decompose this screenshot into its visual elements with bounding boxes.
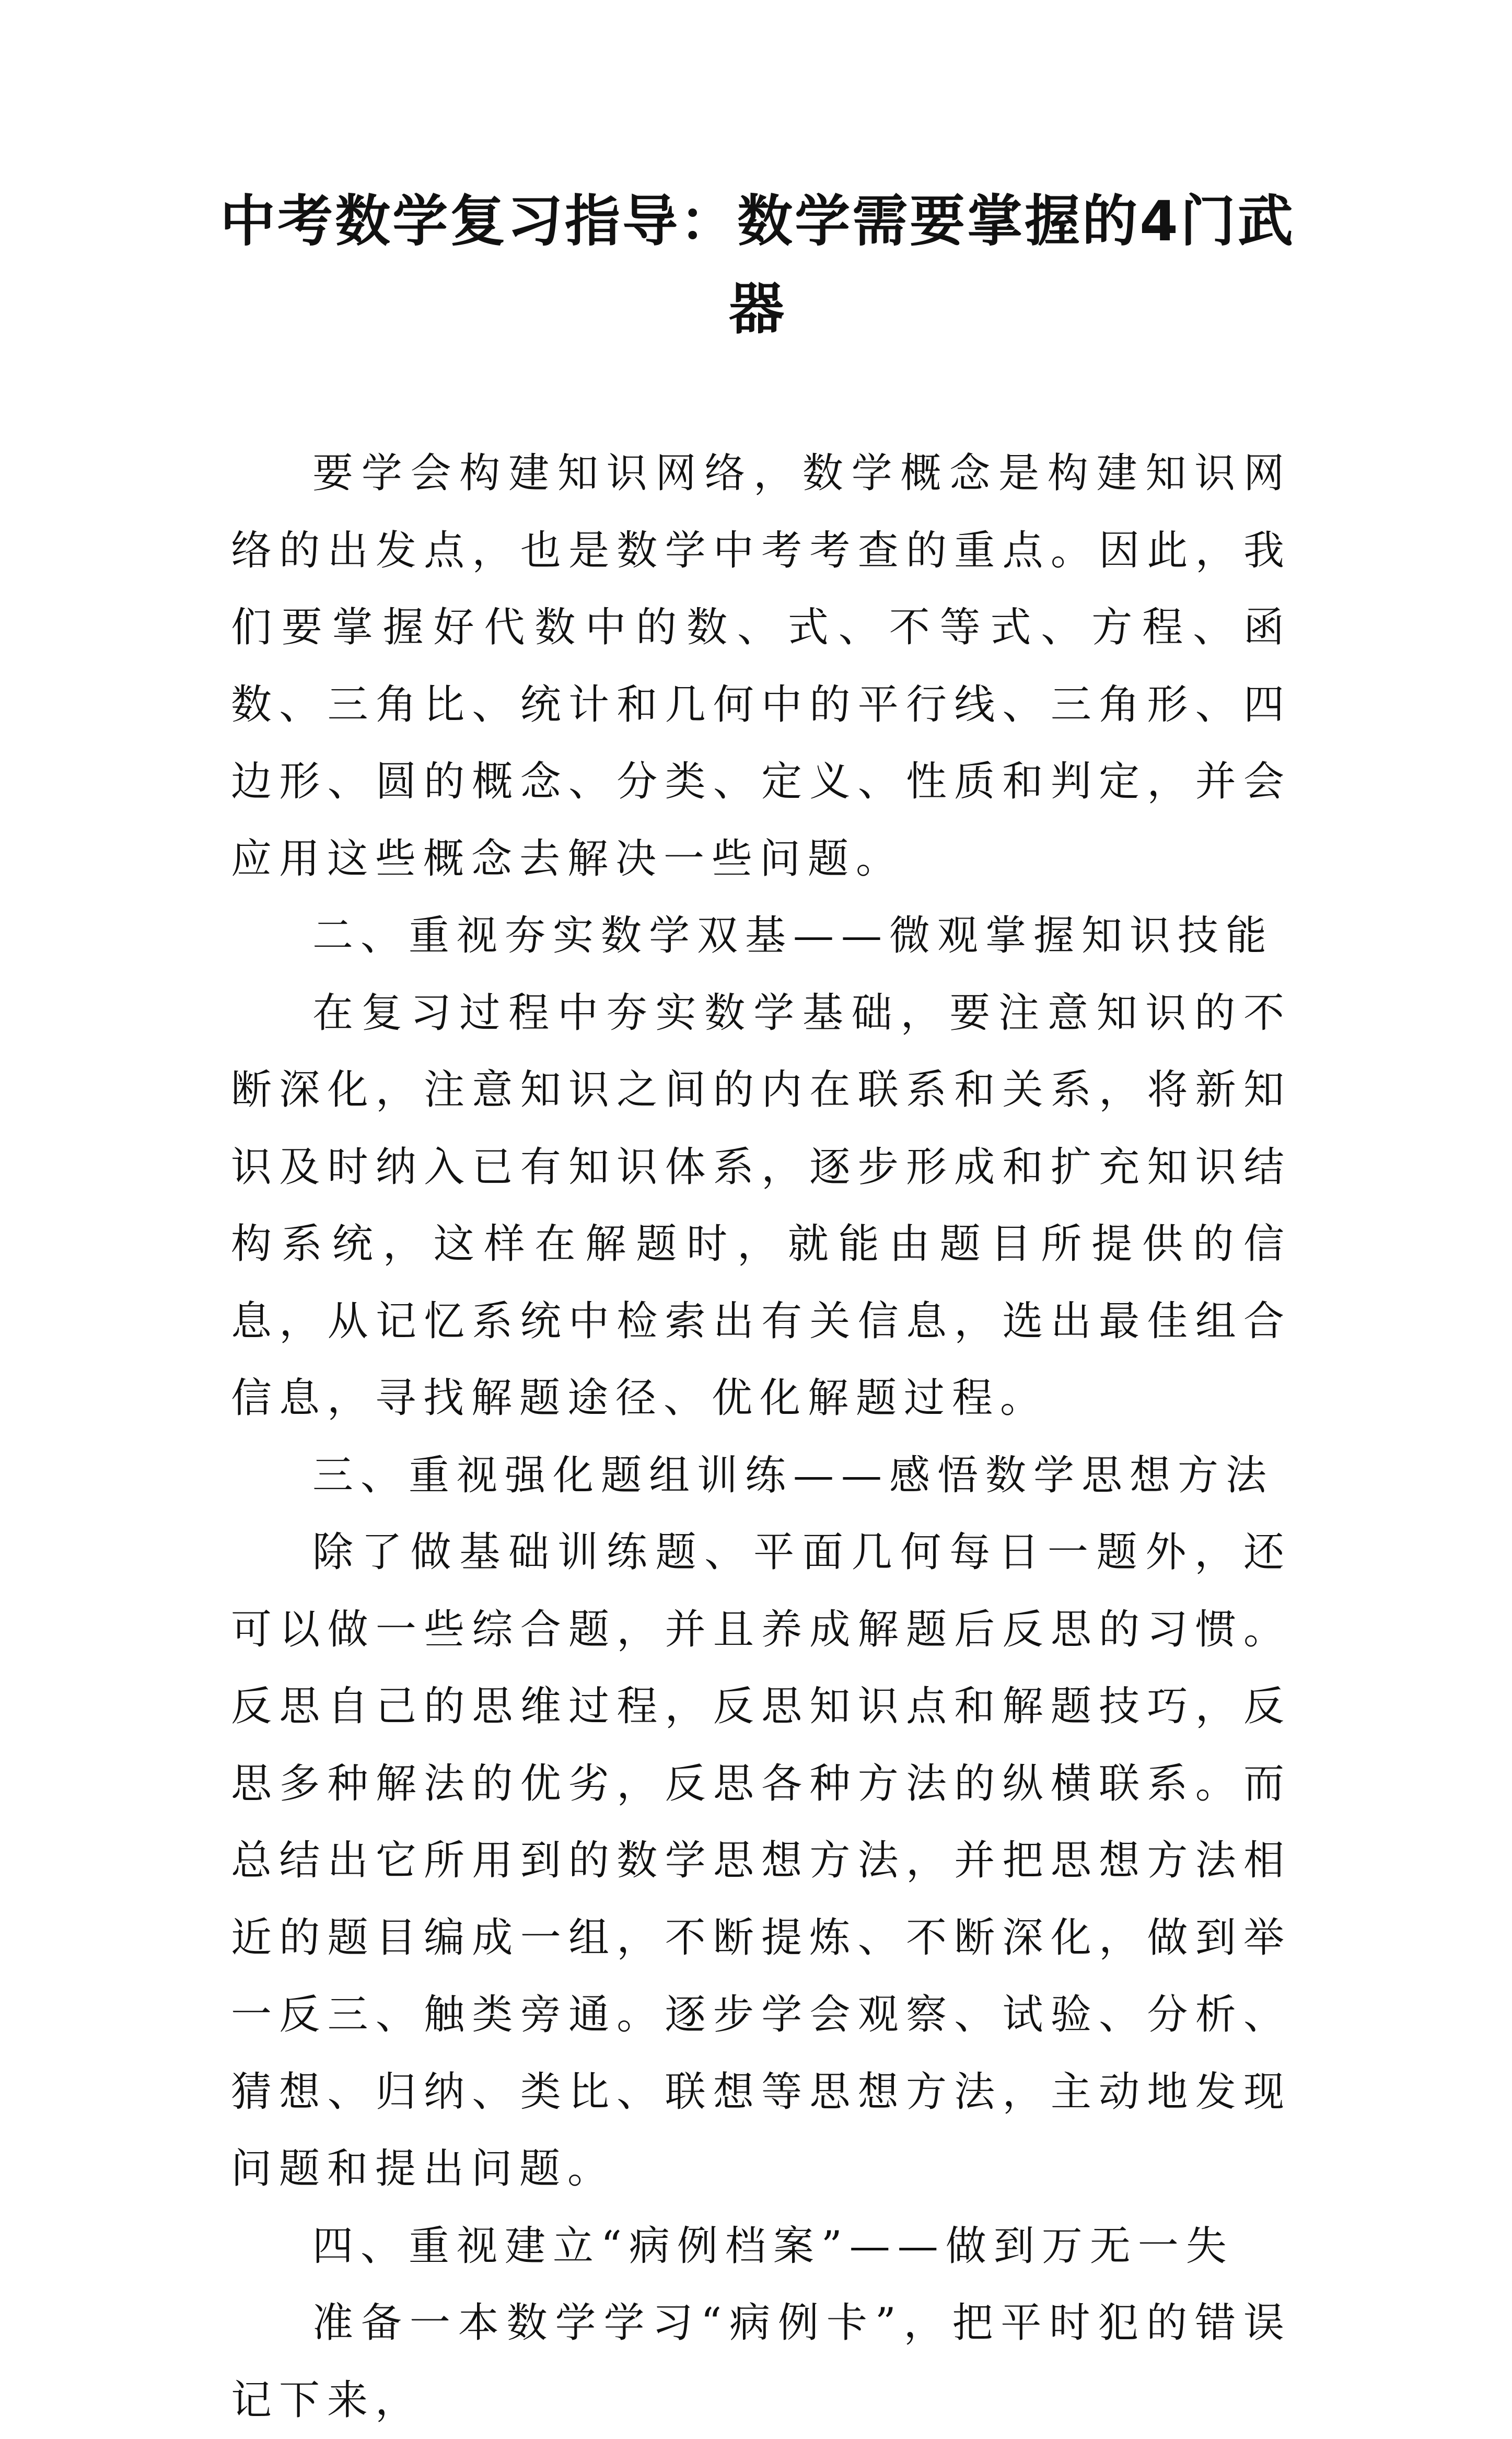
- section-heading-2: 二、重视夯实数学双基——微观掌握知识技能: [312, 912, 1274, 959]
- paragraph-error-log: 准备一本数学学习“病例卡”，把平时犯的错误记下来，: [231, 2299, 1292, 2424]
- section-heading-3: 三、重视强化题组训练——感悟数学思想方法: [312, 1451, 1274, 1499]
- paragraph-foundations: 在复习过程中夯实数学基础，要注意知识的不断深化，注意知识之间的内在联系和关系，将新知识及时纳入已有知识体系，逐步形成和扩充知识结构系统，这样在解题时，就能由题目所提供的信息，从记忆系统中检索出有关信息，选出最佳组合信息，寻找解题途径、优化解题过程。: [231, 989, 1292, 1422]
- paragraph-practice: 除了做基础训练题、平面几何每日一题外，还可以做一些综合题，并且养成解题后反思的习惯。反思自己的思维过程，反思知识点和解题技巧，反思多种解法的优劣，反思各种方法的纵横联系。而总结出它所用到的数学思想方法，并把思想方法相近的题目编成一组，不断提炼、不断深化，做到举一反三、触类旁通。逐步学会观察、试验、分析、猜想、归纳、类比、联想等思想方法，主动地发现问题和提出问题。: [231, 1529, 1292, 2192]
- document-title: 中考数学复习指导：数学需要掌握的4门武器: [220, 189, 1295, 341]
- section-heading-4: 四、重视建立“病例档案”——做到万无一失: [312, 2222, 1234, 2270]
- paragraph-concepts: 要学会构建知识网络，数学概念是构建知识网络的出发点，也是数学中考考查的重点。因此，我们要掌握好代数中的数、式、不等式、方程、函数、三角比、统计和几何中的平行线、三角形、四边形、圆的概念、分类、定义、性质和判定，并会应用这些概念去解决一些问题。: [231, 450, 1292, 882]
